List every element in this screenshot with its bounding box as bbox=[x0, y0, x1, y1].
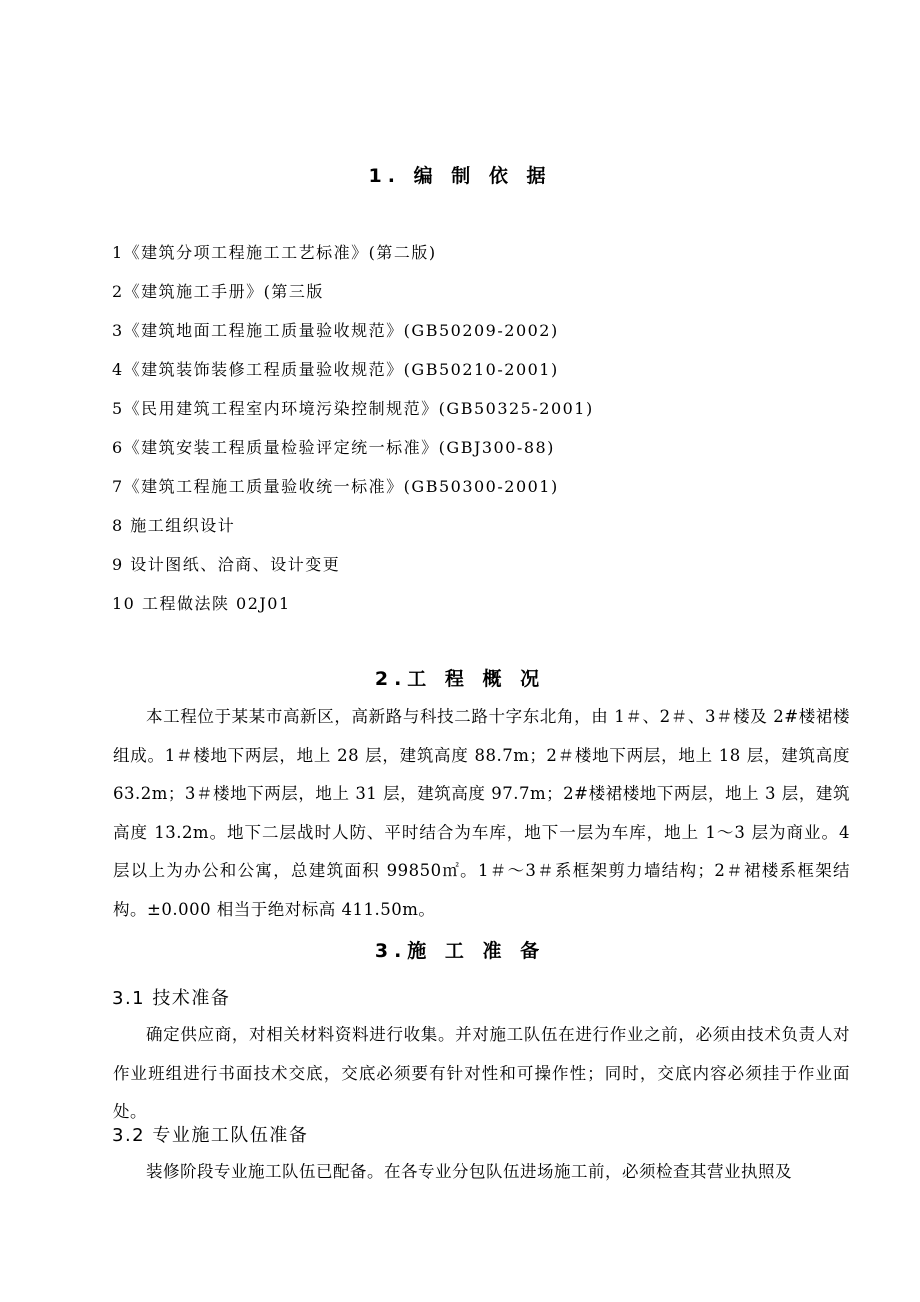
reference-item-7: 7《建筑工程施工质量验收统一标准》(GB50300-2001) bbox=[112, 477, 559, 496]
reference-item-4: 4《建筑装饰装修工程质量验收规范》(GB50210-2001) bbox=[112, 360, 559, 379]
team-preparation-paragraph: 装修阶段专业施工队伍已配备。在各专业分包队伍进场施工前，必须检查其营业执照及 bbox=[146, 1162, 792, 1181]
reference-item-1: 1《建筑分项工程施工工艺标准》(第二版) bbox=[112, 243, 437, 262]
reference-item-2: 2《建筑施工手册》(第三版 bbox=[112, 282, 324, 301]
technical-preparation-paragraph: 确定供应商，对相关材料资料进行收集。并对施工队伍在进行作业之前，必须由技术负责人对作业班组进行书面技术交底，交底必须要有针对性和可操作性；同时，交底内容必须挂于作业面处。 bbox=[113, 1025, 850, 1122]
reference-item-8: 8 施工组织设计 bbox=[112, 516, 236, 535]
section-3-title: 3.施 工 准 备 bbox=[374, 940, 546, 962]
subsection-3-2-title: 3.2 专业施工队伍准备 bbox=[112, 1125, 309, 1146]
reference-item-5: 5《民用建筑工程室内环境污染控制规范》(GB50325-2001) bbox=[112, 399, 594, 418]
subsection-3-1-title: 3.1 技术准备 bbox=[112, 988, 231, 1009]
reference-item-9: 9 设计图纸、洽商、设计变更 bbox=[112, 555, 341, 574]
reference-item-6: 6《建筑安装工程质量检验评定统一标准》(GBJ300-88) bbox=[112, 438, 555, 457]
reference-list bbox=[112, 238, 594, 628]
section-2-title: 2.工 程 概 况 bbox=[374, 668, 546, 690]
reference-item-10: 10 工程做法陕 02J01 bbox=[112, 594, 291, 613]
section-1-title: 1. 编 制 依 据 bbox=[368, 165, 552, 187]
reference-item-3: 3《建筑地面工程施工质量验收规范》(GB50209-2002) bbox=[112, 321, 559, 340]
project-overview-paragraph: 本工程位于某某市高新区，高新路与科技二路十字东北角，由 1＃、2＃、3＃楼及 2#楼裙楼组成。1＃楼地下两层，地上 28 层，建筑高度 88.7m；2＃楼地下两层，地上 18 层，建筑高度 63.2m；3＃楼地下两层，地上 31 层，建筑高度 97.7m；2#楼裙楼地下两层，地上 3 层，建筑高度 13.2m。地下二层战时人防、平时结合为车库，地下一层为车库，地上 1～3 层为商业。4 层以上为办公和公寓，总建筑面积 99850㎡。1＃～3＃系框架剪力墙结构；2＃裙楼系框架结构。±0.000 相当于绝对标高 411.50m。 bbox=[113, 707, 850, 919]
